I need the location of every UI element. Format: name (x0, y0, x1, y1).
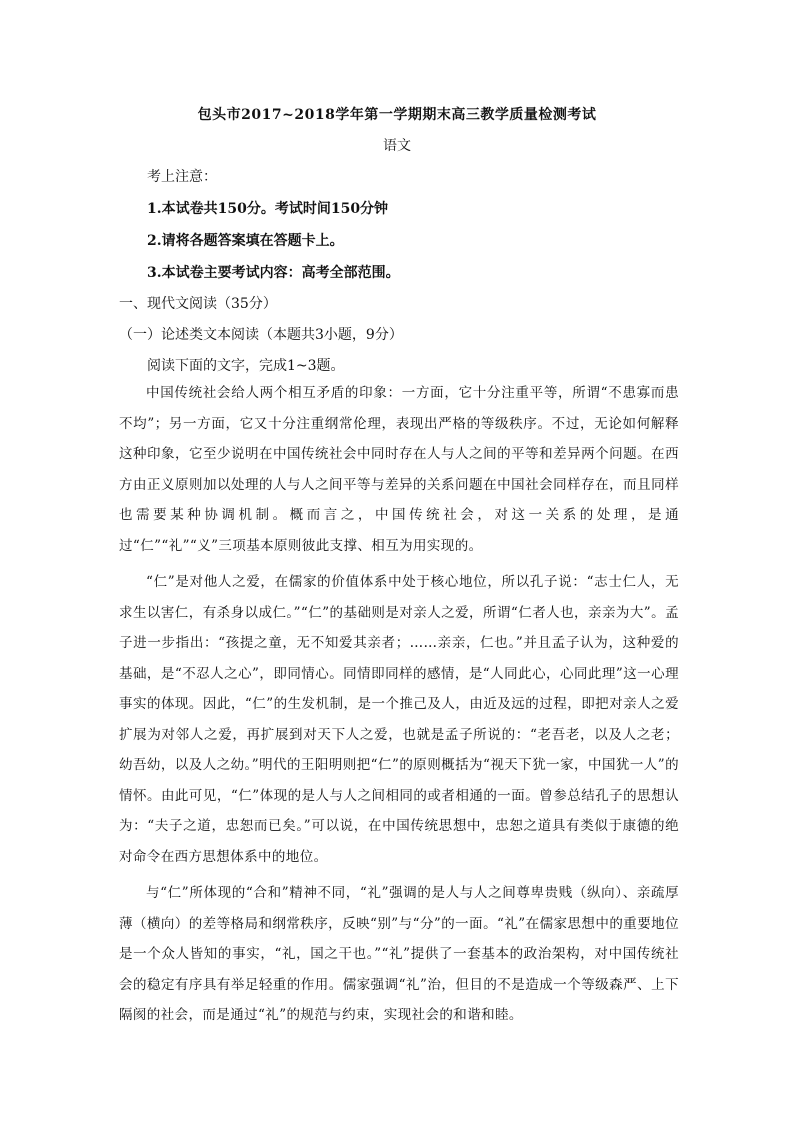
passage-paragraph-1: 中国传统社会给人两个相互矛盾的印象：一方面，它十分注重平等，所谓“不患寡而患不均”；另一方面，它又十分注重纲常伦理，表现出严格的等级秩序。不过，无论如何解释这种印象，它至少说明在中国传统社会中同时存在人与人之间的平等和差异两个问题。在西方由正义原则加以处理的人与人之间平等与差异的关系问题在中国社会同样存在，而且同样也需要某种协调机制。概而言之，中国传统社会，对这一关系的处理，是通过“仁”“礼”“义”三项基本原则彼此支撑、相互为用实现的。 (119, 385, 679, 554)
notice-item-3: 3.本试卷主要考试内容：高考全部范围。 (147, 265, 400, 281)
subject-title: 语文 (383, 138, 411, 154)
reading-instruction: 阅读下面的文字，完成1~3题。 (147, 358, 345, 374)
notice-item-2: 2.请将各题答案填在答题卡上。 (147, 233, 344, 249)
notice-item-1: 1.本试卷共150分。考试时间150分钟 (147, 201, 389, 217)
section-heading-part1: 一、现代文阅读（35分） (119, 296, 277, 312)
exam-title: 包头市2017~2018学年第一学期期末高三教学质量检测考试 (197, 107, 597, 123)
passage-paragraph-2: “仁”是对他人之爱，在儒家的价值体系中处于核心地位，所以孔子说：“志士仁人，无求生以害仁，有杀身以成仁。”“仁”的基础则是对亲人之爱，所谓“仁者人也，亲亲为大”。孟子进一步指出：“孩提之童，无不知爱其亲者；……亲亲，仁也。”并且孟子认为，这种爱的基础，是“不忍人之心”，即同情心。同情即同样的感情，是“人同此心，心同此理”这一心理事实的体现。因此，“仁”的生发机制，是一个推己及人，由近及远的过程，即把对亲人之爱扩展为对邻人之爱，再扩展到对天下人之爱，也就是孟子所说的：“老吾老，以及人之老；幼吾幼，以及人之幼。”明代的王阳明则把“仁”的原则概括为“视天下犹一家，中国犹一人”的情怀。由此可见，“仁”体现的是人与人之间相同的或者相通的一面。曾参总结孔子的思想认为：“夫子之道，忠恕而已矣。”可以说，在中国传统思想中，忠恕之道具有类似于康德的绝对命令在西方思想体系中的地位。 (119, 574, 679, 865)
section-heading-subsection1: （一）论述类文本阅读（本题共3小题，9分） (119, 327, 403, 343)
passage-paragraph-3: 与“仁”所体现的“合和”精神不同，“礼”强调的是人与人之间尊卑贵贱（纵向）、亲疏厚薄（横向）的差等格局和纲常秩序，反映“别”与“分”的一面。“礼”在儒家思想中的重要地位是一个众人皆知的事实，“礼，国之干也。”“礼”提供了一套基本的政治架构，对中国传统社会的稳定有序具有举足轻重的作用。儒家强调“礼”治，但目的不是造成一个等级森严、上下隔阂的社会，而是通过“礼”的规范与约束，实现社会的和谐和睦。 (119, 885, 679, 1023)
notice-heading: 考上注意： (147, 169, 217, 185)
